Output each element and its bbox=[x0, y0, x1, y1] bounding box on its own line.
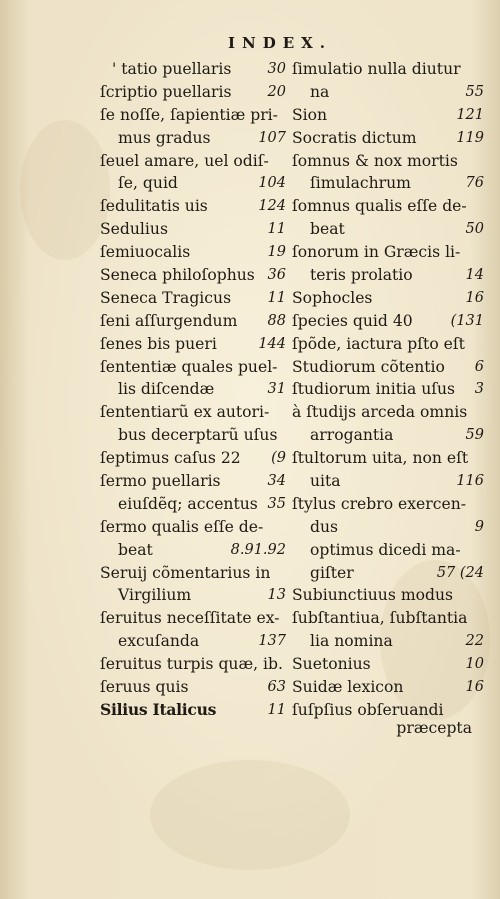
index-entry bbox=[292, 81, 484, 104]
index-entry-term: ' tatio puellaris bbox=[112, 60, 232, 78]
index-entry bbox=[292, 310, 484, 333]
index-entry bbox=[292, 401, 484, 424]
index-entry-page-number: 121 bbox=[456, 106, 484, 123]
index-entry-term: ſonorum in Græcis li- bbox=[292, 243, 461, 262]
index-entry-term: optimus dicedi ma- bbox=[310, 540, 461, 559]
index-entry-term: bus decerptarũ uſus bbox=[118, 426, 278, 445]
index-entry-term: Subiunctiuus modus bbox=[292, 586, 454, 605]
index-entry bbox=[292, 470, 484, 493]
index-entry bbox=[100, 287, 286, 310]
index-entry-page-number: 16 bbox=[465, 679, 484, 696]
index-entry bbox=[292, 287, 484, 310]
index-entry bbox=[292, 516, 484, 539]
index-entry bbox=[292, 424, 484, 447]
index-entry bbox=[292, 447, 484, 470]
index-entry bbox=[292, 150, 484, 173]
index-entry bbox=[100, 104, 286, 127]
index-entry-page-number: 55 bbox=[465, 83, 484, 100]
index-column-left bbox=[100, 58, 286, 722]
index-entry-page-number: 63 bbox=[267, 679, 286, 696]
index-entry-term: Seneca philoſophus bbox=[100, 266, 255, 285]
index-entry bbox=[292, 356, 484, 379]
index-entry-term: ſermo puellaris bbox=[100, 472, 221, 491]
index-entry bbox=[100, 470, 286, 493]
running-head: INDEX. bbox=[227, 34, 333, 52]
index-entry-page-number: 35 bbox=[267, 495, 286, 512]
index-entry bbox=[292, 104, 484, 127]
index-entry bbox=[292, 493, 484, 516]
index-entry-term: ſermo qualis eſſe de- bbox=[100, 517, 264, 536]
index-entry-page-number: 10 bbox=[465, 656, 484, 673]
index-entry-page-number: 116 bbox=[456, 473, 484, 490]
index-entry-page-number: (131 bbox=[450, 312, 484, 329]
index-entry-term: ſomnus & nox mortis bbox=[292, 151, 458, 170]
index-entry bbox=[292, 58, 484, 81]
index-entry bbox=[100, 81, 286, 104]
index-entry-page-number: 107 bbox=[258, 129, 286, 146]
index-entry-term: ſe noſſe, ſapientiæ pri- bbox=[100, 105, 278, 124]
index-entry bbox=[100, 150, 286, 173]
index-entry bbox=[292, 241, 484, 264]
index-entry-page-number: 76 bbox=[465, 175, 484, 192]
index-entry-page-number: 11 bbox=[267, 289, 286, 306]
index-entry-term: ſcriptio puellaris bbox=[100, 82, 232, 101]
index-entry-page-number: 59 bbox=[465, 427, 484, 444]
index-entry-term: ſpõde, iactura pſto eſt bbox=[292, 334, 465, 353]
index-entry-term: ſeni aſſurgendum bbox=[100, 311, 238, 330]
index-entry-term: Suidæ lexicon bbox=[292, 678, 404, 697]
index-entry bbox=[100, 424, 286, 447]
index-entry-term: Sion bbox=[292, 105, 328, 124]
index-entry bbox=[100, 195, 286, 218]
index-entry bbox=[292, 676, 484, 699]
index-entry-term: ſeuel amare, uel odiſ- bbox=[100, 151, 269, 170]
index-entry bbox=[100, 630, 286, 653]
index-entry-term: ſeptimus caſus 22 bbox=[100, 449, 241, 468]
index-entry bbox=[100, 310, 286, 333]
catchword: præcepta bbox=[396, 719, 472, 737]
index-entry-page-number: 14 bbox=[465, 267, 484, 284]
index-entry-page-number: 11 bbox=[267, 701, 286, 718]
index-entry-page-number: 137 bbox=[258, 633, 286, 650]
index-entry bbox=[100, 401, 286, 424]
index-entry-term: ſtylus crebro exercen- bbox=[292, 494, 467, 513]
index-entry-term: excuſanda bbox=[118, 632, 200, 651]
index-entry bbox=[100, 562, 286, 585]
index-entry-term: beat bbox=[310, 220, 345, 239]
index-entry bbox=[292, 584, 484, 607]
index-entry bbox=[100, 584, 286, 607]
index-entry bbox=[292, 562, 484, 585]
index-entry-term: ſuſpſius obſeruandi bbox=[292, 700, 444, 719]
index-entry-term: giſter bbox=[310, 563, 354, 582]
index-entry-term: ſemiuocalis bbox=[100, 243, 191, 262]
index-entry bbox=[100, 356, 286, 379]
index-entry-term: ſententiarũ ex autori- bbox=[100, 403, 270, 422]
index-entry-term: ſeruitus neceſſitate ex- bbox=[100, 609, 280, 628]
index-entry-term: Virgilium bbox=[118, 586, 192, 605]
index-entry bbox=[292, 195, 484, 218]
index-entry-term: mus gradus bbox=[118, 128, 211, 147]
index-entry bbox=[100, 264, 286, 287]
index-entry-term: Seruij cõmentarius in bbox=[100, 563, 271, 582]
index-entry-page-number: 30 bbox=[267, 61, 286, 77]
index-entry bbox=[100, 58, 286, 81]
index-entry-page-number: (9 bbox=[271, 450, 286, 467]
index-entry-term: ſedulitatis uis bbox=[100, 197, 208, 216]
index-entry-term: ſententiæ quales puel- bbox=[100, 357, 278, 376]
index-entry bbox=[292, 127, 484, 150]
index-entry-page-number: 34 bbox=[267, 473, 286, 490]
index-entry bbox=[292, 264, 484, 287]
index-entry bbox=[292, 333, 484, 356]
index-entry-term: Sophocles bbox=[292, 288, 373, 307]
index-entry-term: ſenes bis pueri bbox=[100, 334, 217, 353]
index-entry-term: teris prolatio bbox=[310, 266, 413, 285]
index-entry-term: ſe, quid bbox=[118, 174, 178, 193]
index-entry-page-number: 3 bbox=[474, 381, 484, 398]
index-entry-term: Socratis dictum bbox=[292, 128, 417, 147]
index-entry bbox=[292, 539, 484, 562]
paper-stain bbox=[20, 120, 110, 260]
index-entry-term: Studiorum cõtentio bbox=[292, 357, 445, 376]
index-entry-page-number: 88 bbox=[267, 312, 286, 329]
index-entry bbox=[100, 218, 286, 241]
index-entry bbox=[100, 516, 286, 539]
index-entry bbox=[100, 493, 286, 516]
index-entry-term: Silius Italicus bbox=[100, 699, 217, 719]
index-entry-term: ſtudiorum initia uſus bbox=[292, 380, 456, 399]
index-entry bbox=[100, 333, 286, 356]
index-entry-page-number: 144 bbox=[258, 335, 286, 352]
index-entry-page-number: 124 bbox=[258, 198, 286, 215]
index-entry-term: arrogantia bbox=[310, 426, 394, 445]
index-entry bbox=[100, 378, 286, 401]
index-entry-page-number: 119 bbox=[456, 129, 484, 146]
index-entry bbox=[100, 539, 286, 562]
index-entry-term: Sedulius bbox=[100, 220, 168, 239]
index-entry-term: lia nomina bbox=[310, 632, 393, 651]
index-entry-page-number: 16 bbox=[465, 289, 484, 306]
index-entry-term: ſeruitus turpis quæ, ib. bbox=[100, 655, 283, 674]
index-column-right bbox=[292, 58, 484, 722]
index-entry bbox=[292, 607, 484, 630]
index-entry-page-number: 20 bbox=[267, 83, 286, 100]
index-entry bbox=[292, 653, 484, 676]
index-entry bbox=[292, 378, 484, 401]
index-entry-page-number: 36 bbox=[267, 267, 286, 284]
index-entry bbox=[100, 172, 286, 195]
index-entry bbox=[100, 447, 286, 470]
index-entry-page-number: 57 (24 bbox=[436, 564, 484, 581]
index-entry-page-number: 9 bbox=[474, 518, 484, 535]
index-entry-page-number: 13 bbox=[267, 587, 286, 604]
index-entry-term: ſimulachrum bbox=[310, 174, 411, 193]
index-entry-page-number: 11 bbox=[267, 221, 286, 238]
paper-stain bbox=[150, 760, 350, 870]
index-entry-term: ſpecies quid 40 bbox=[292, 311, 413, 330]
index-entry-term: eiuſdẽq; accentus bbox=[118, 494, 258, 513]
index-entry-term: dus bbox=[310, 517, 339, 536]
index-entry bbox=[100, 127, 286, 150]
index-entry bbox=[100, 241, 286, 264]
index-entry-term: Suetonius bbox=[292, 655, 371, 674]
index-entry bbox=[292, 172, 484, 195]
index-entry-term: ſeruus quis bbox=[100, 678, 189, 697]
index-entry-term: ſomnus qualis eſſe de- bbox=[292, 197, 467, 216]
index-entry-page-number: 50 bbox=[465, 221, 484, 238]
index-entry-page-number: 104 bbox=[258, 175, 286, 192]
index-entry-term: Seneca Tragicus bbox=[100, 288, 232, 307]
index-entry bbox=[100, 653, 286, 676]
index-entry-term: ſubſtantiua, ſubſtantia bbox=[292, 609, 468, 628]
index-entry-term: ſtultorum uita, non eſt bbox=[292, 449, 469, 468]
index-entry-term: na bbox=[310, 82, 330, 101]
index-entry-page-number: 8.91.92 bbox=[230, 541, 286, 558]
index-entry-term: lis diſcendæ bbox=[118, 380, 215, 399]
index-entry bbox=[292, 630, 484, 653]
index-entry-page-number: 22 bbox=[465, 633, 484, 650]
index-entry bbox=[100, 607, 286, 630]
index-entry bbox=[292, 218, 484, 241]
index-entry-term: ſimulatio nulla diutur bbox=[292, 60, 461, 78]
index-entry-term: beat bbox=[118, 540, 153, 559]
index-entry-term: uita bbox=[310, 472, 341, 491]
index-entry-page-number: 6 bbox=[474, 358, 484, 375]
index-entry bbox=[100, 676, 286, 699]
index-entry bbox=[100, 699, 286, 722]
index-entry-page-number: 19 bbox=[267, 244, 286, 261]
index-entry-page-number: 31 bbox=[267, 381, 286, 398]
index-entry-term: à ſtudijs arceda omnis bbox=[292, 403, 468, 422]
